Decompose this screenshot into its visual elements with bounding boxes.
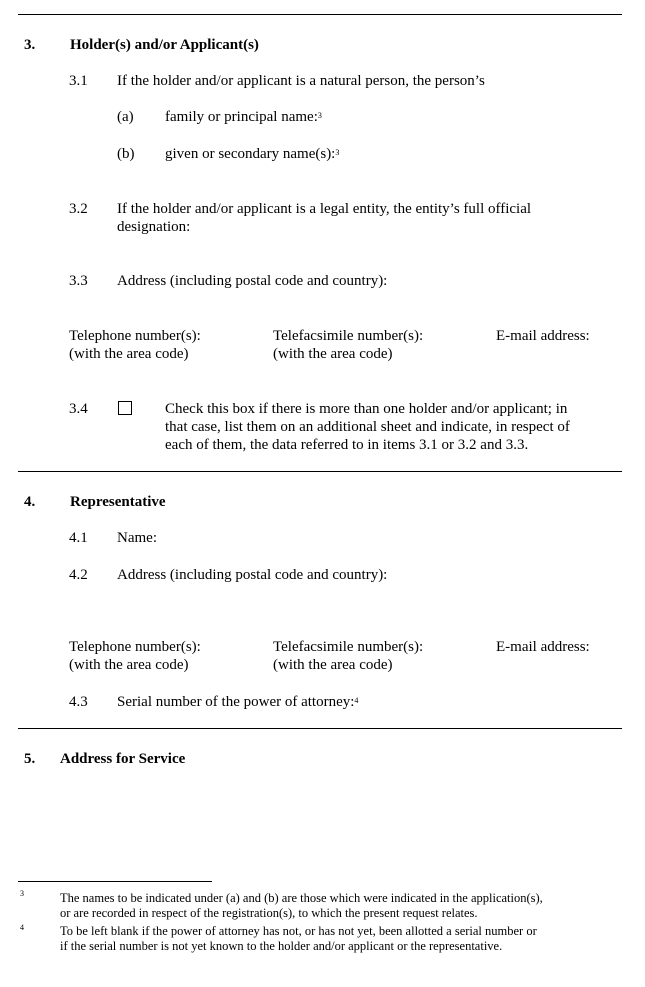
item-4-3-number: 4.3 <box>69 694 88 710</box>
section-5-title: Address for Service <box>60 751 186 767</box>
item-3-1-a-text: family or principal name:$^3$ <box>165 109 322 125</box>
item-3-4-line2: that case, list them on an additional sheet and indicate, in respect of <box>165 419 570 435</box>
s4-telephone-label: Telephone number(s): <box>69 639 201 655</box>
multiple-holders-checkbox[interactable] <box>118 401 132 415</box>
item-3-2-line2: designation: <box>117 219 191 235</box>
section-3-title: Holder(s) and/or Applicant(s) <box>70 37 259 53</box>
s4-email-label: E-mail address: <box>496 639 590 655</box>
footnote-ref-3a: 3 <box>317 111 322 120</box>
item-3-4-line3: each of them, the data referred to in items 3.1 or 3.2 and 3.3. <box>165 437 529 453</box>
item-3-3-number: 3.3 <box>69 273 88 289</box>
item-4-1-text: Name: <box>117 530 157 546</box>
footnote-4-number: 4 <box>20 923 24 932</box>
section-3-number: 3. <box>24 37 36 53</box>
footnote-3-line1: The names to be indicated under (a) and (b) are those which were indicated in the application(s), <box>60 891 543 905</box>
item-3-1-a-label: (a) <box>117 109 134 125</box>
item-4-2-text: Address (including postal code and country): <box>117 567 388 583</box>
footnote-ref-4: 4 <box>354 696 359 705</box>
section-4-divider <box>18 728 622 729</box>
item-4-2-number: 4.2 <box>69 567 88 583</box>
top-divider <box>18 14 622 15</box>
s3-telephone-label: Telephone number(s): <box>69 328 201 344</box>
item-3-2-line1: If the holder and/or applicant is a legal entity, the entity’s full official <box>117 201 532 217</box>
item-3-3-text: Address (including postal code and country): <box>117 273 388 289</box>
item-4-3-text: Serial number of the power of attorney:$^4$ <box>117 694 359 710</box>
footnote-ref-3b: 3 <box>335 148 340 157</box>
item-4-1-number: 4.1 <box>69 530 88 546</box>
item-3-2-number: 3.2 <box>69 201 88 217</box>
s3-telephone-sublabel: (with the area code) <box>69 346 189 362</box>
section-3-divider <box>18 471 622 472</box>
footnote-4-line1: To be left blank if the power of attorney has not, or has not yet, been allotted a serial number or <box>60 924 537 938</box>
footnote-3-line2: or are recorded in respect of the registration(s), to which the present request relates. <box>60 906 478 920</box>
footnote-separator <box>18 881 212 882</box>
s4-fax-sublabel: (with the area code) <box>273 657 393 673</box>
s3-email-label: E-mail address: <box>496 328 590 344</box>
s4-telephone-sublabel: (with the area code) <box>69 657 189 673</box>
s4-fax-label: Telefacsimile number(s): <box>273 639 424 655</box>
section-4-number: 4. <box>24 494 36 510</box>
footnote-3-number: 3 <box>20 889 24 898</box>
s3-fax-sublabel: (with the area code) <box>273 346 393 362</box>
item-3-4-line1: Check this box if there is more than one holder and/or applicant; in <box>165 401 568 417</box>
item-3-1-b-text: given or secondary name(s):$^3$ <box>165 146 340 162</box>
item-3-1-b-label: (b) <box>117 146 135 162</box>
item-3-1-number: 3.1 <box>69 73 88 89</box>
item-3-1-text: If the holder and/or applicant is a natural person, the person’s <box>117 73 485 89</box>
item-3-4-number: 3.4 <box>69 401 88 417</box>
section-4-title: Representative <box>70 494 166 510</box>
s3-fax-label: Telefacsimile number(s): <box>273 328 424 344</box>
footnote-4-line2: if the serial number is not yet known to the holder and/or applicant or the representative. <box>60 939 503 953</box>
section-5-number: 5. <box>24 751 36 767</box>
